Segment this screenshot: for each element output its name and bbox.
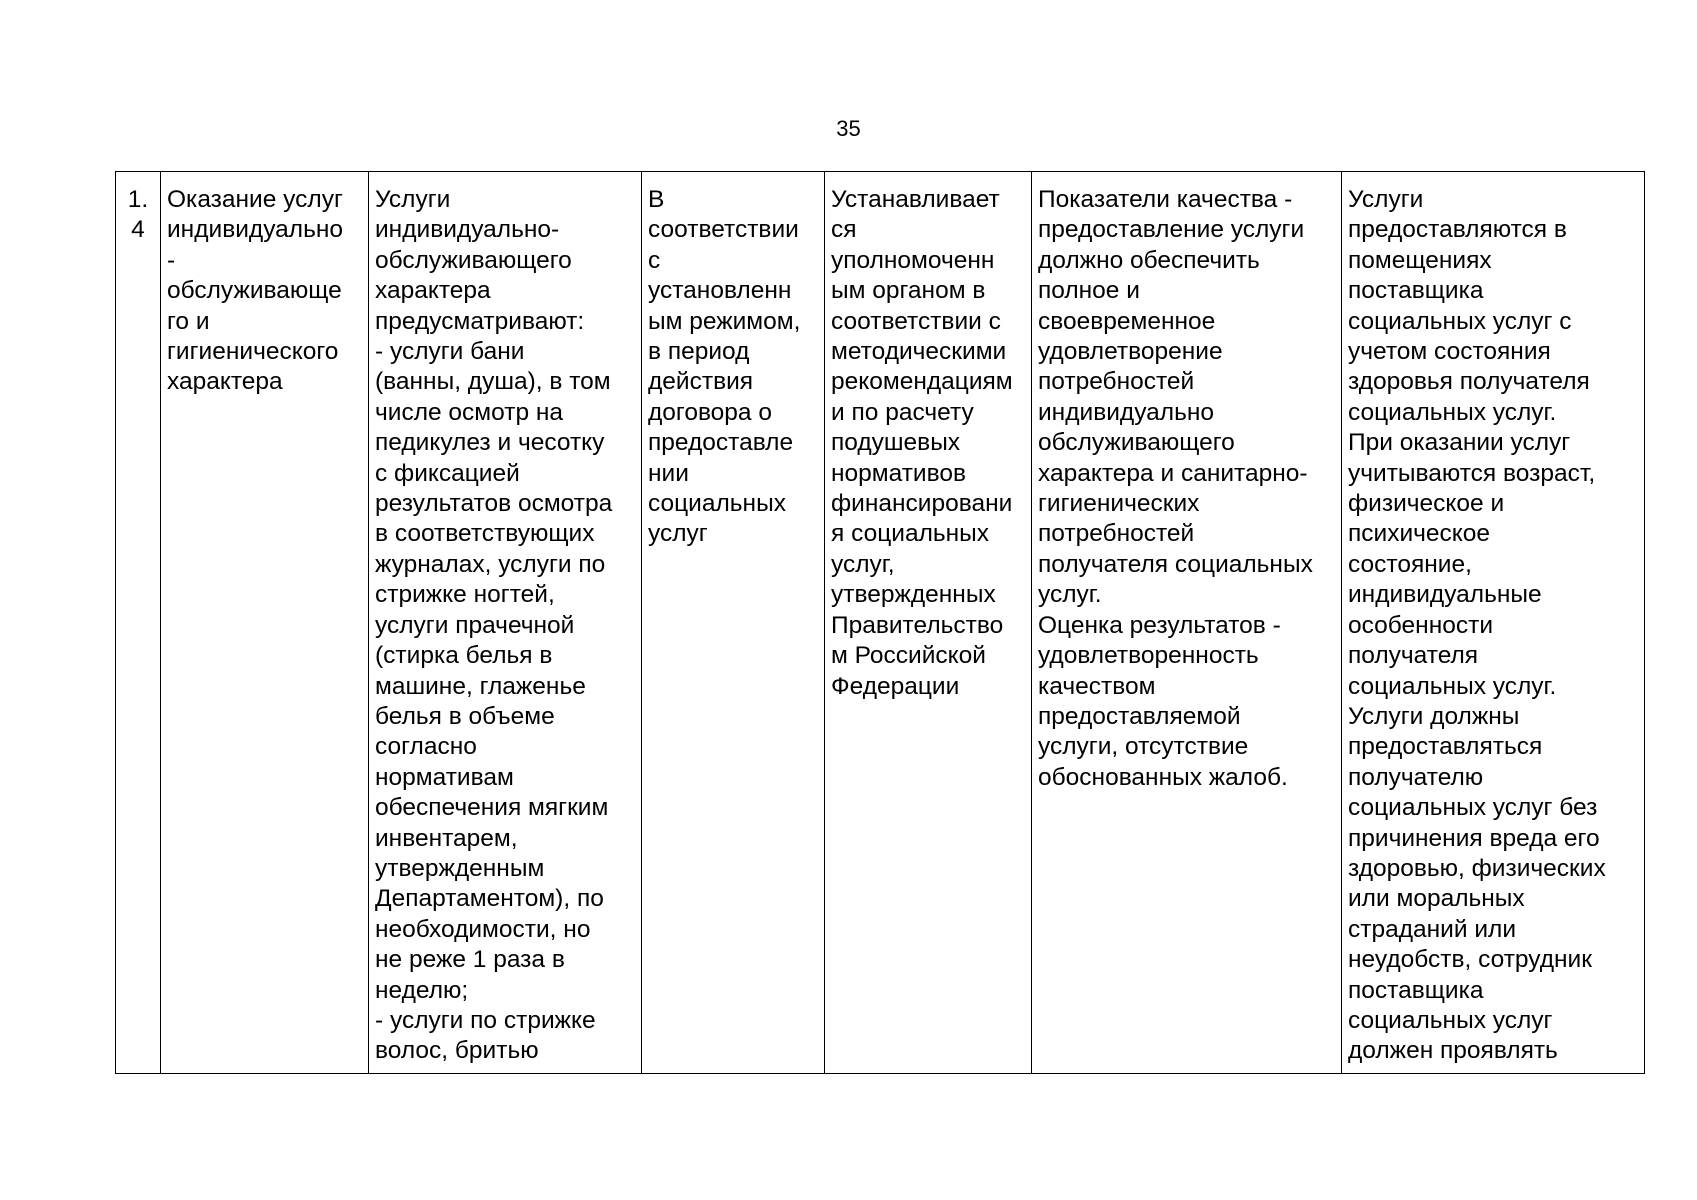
page-number: 35: [836, 116, 861, 141]
table-row: [116, 172, 1645, 1074]
service-name-cell: Оказание услуг индивидуально - обслуживающе го и гигиенического характера: [161, 172, 369, 1074]
service-conditions-cell: Услуги предоставляются в помещениях поставщика социальных услуг с учетом состояния здоровья получателя социальных услуг. При оказании услуг учитываются возраст, физическое и психическое состояние, индивидуальные особенности получателя социальных услуг. Услуги должны предоставляться получателю социальных услуг без причинения вреда его здоровью, физических или моральных страданий или неудобств, сотрудник поставщика социальных услуг должен проявлять: [1342, 172, 1645, 1074]
quality-indicators-cell: Показатели качества - предоставление услуги должно обеспечить полное и своевременное удовлетворение потребностей индивидуально обслуживающего характера и санитарно- гигиенических потребностей получателя социальных услуг. Оценка результатов - удовлетворенность качеством предоставляемой услуги, отсутствие обоснованных жалоб.: [1032, 172, 1342, 1074]
service-funding-cell: Устанавливает ся уполномоченн ым органом в соответствии с методическими рекомендациям и по расчету подушевых нормативов финансировани я социальных услуг, утвержденных Правительство м Российской Федерации: [825, 172, 1032, 1074]
services-table: [115, 171, 1645, 1074]
service-description-cell: Услуги индивидуально- обслуживающего характера предусматривают: - услуги бани (ванны, душа), в том числе осмотр на педикулез и чесотку с фиксацией результатов осмотра в соответствующих журналах, услуги по стрижке ногтей, услуги прачечной (стирка белья в машине, глаженье белья в объеме согласно нормативам обеспечения мягким инвентарем, утвержденным Департаментом), по необходимости, но не реже 1 раза в неделю; - услуги по стрижке волос, бритью: [369, 172, 642, 1074]
row-number-cell: 1. 4: [116, 172, 161, 1074]
service-timing-cell: В соответствии с установленн ым режимом, в период действия договора о предоставле нии социальных услуг: [642, 172, 825, 1074]
